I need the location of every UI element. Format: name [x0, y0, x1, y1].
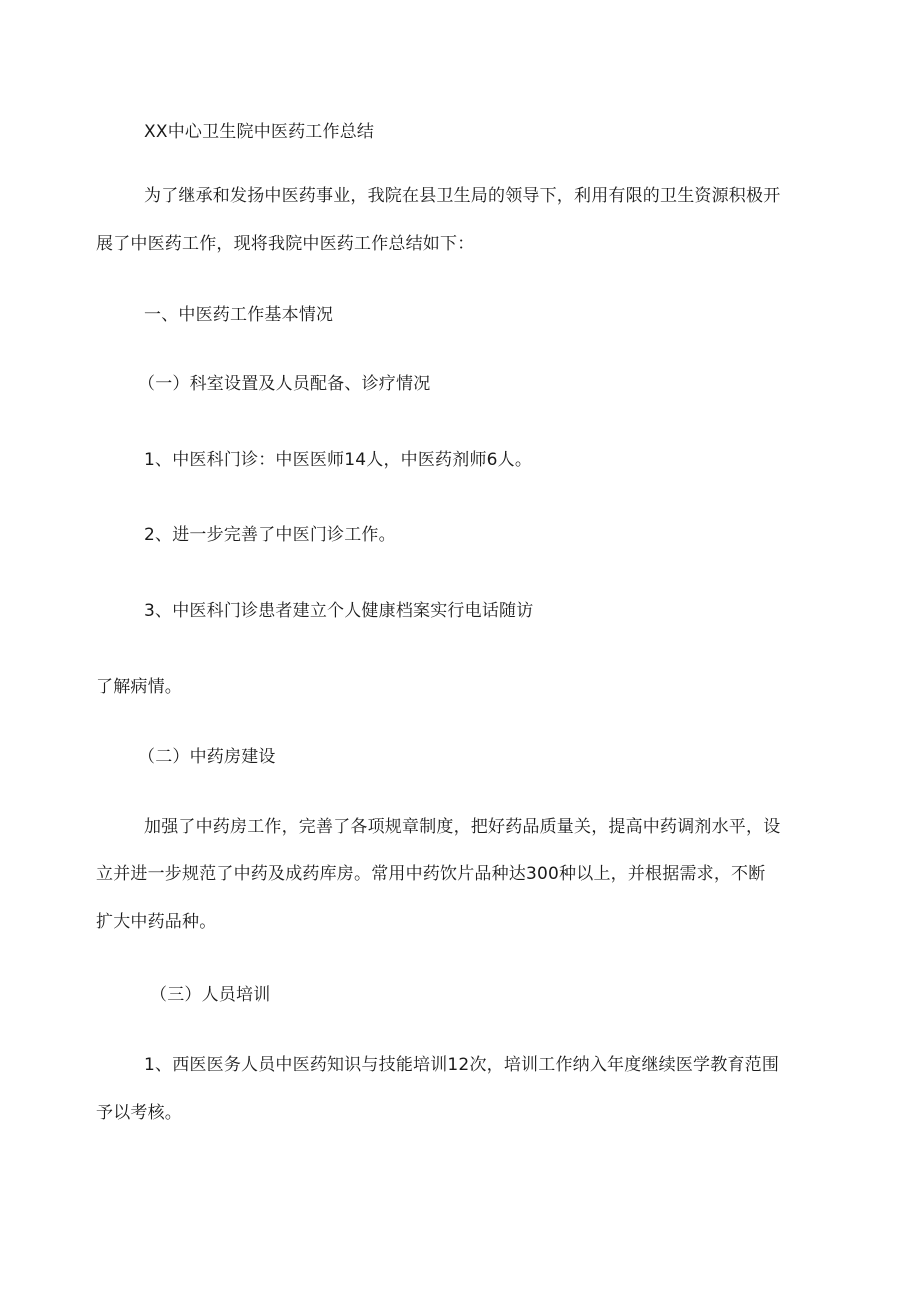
subsection-1-item-3-line-2: 了解病情。: [96, 677, 182, 697]
subsection-2-heading: （二）中药房建设: [138, 747, 276, 767]
subsection-3-item-1-line-2: 予以考核。: [96, 1103, 182, 1123]
subsection-1-item-3-line-1: 3、中医科门诊患者建立个人健康档案实行电话随访: [144, 601, 534, 621]
subsection-2-paragraph-line-1: 加强了中药房工作，完善了各项规章制度，把好药品质量关，提高中药调剂水平，设: [144, 817, 781, 837]
section-1-heading: 一、中医药工作基本情况: [144, 305, 334, 325]
subsection-1-item-2: 2、进一步完善了中医门诊工作。: [144, 525, 396, 545]
subsection-3-heading: （三）人员培训: [150, 985, 271, 1005]
subsection-3-item-1-line-1: 1、西医医务人员中医药知识与技能培训12次，培训工作纳入年度继续医学教育范围: [144, 1055, 780, 1075]
subsection-2-paragraph-line-3: 扩大中药品种。: [96, 912, 217, 932]
intro-paragraph-line-2: 展了中医药工作，现将我院中医药工作总结如下：: [96, 234, 475, 254]
intro-paragraph-line-1: 为了继承和发扬中医药事业，我院在县卫生局的领导下，利用有限的卫生资源积极开: [144, 186, 781, 206]
document-title: XX中心卫生院中医药工作总结: [144, 122, 375, 142]
subsection-1-heading: （一）科室设置及人员配备、诊疗情况: [138, 374, 431, 394]
subsection-1-item-1: 1、中医科门诊：中医医师14人，中医药剂师6人。: [144, 450, 533, 470]
subsection-2-paragraph-line-2: 立并进一步规范了中药及成药库房。常用中药饮片品种达300种以上，并根据需求，不断: [96, 864, 766, 884]
